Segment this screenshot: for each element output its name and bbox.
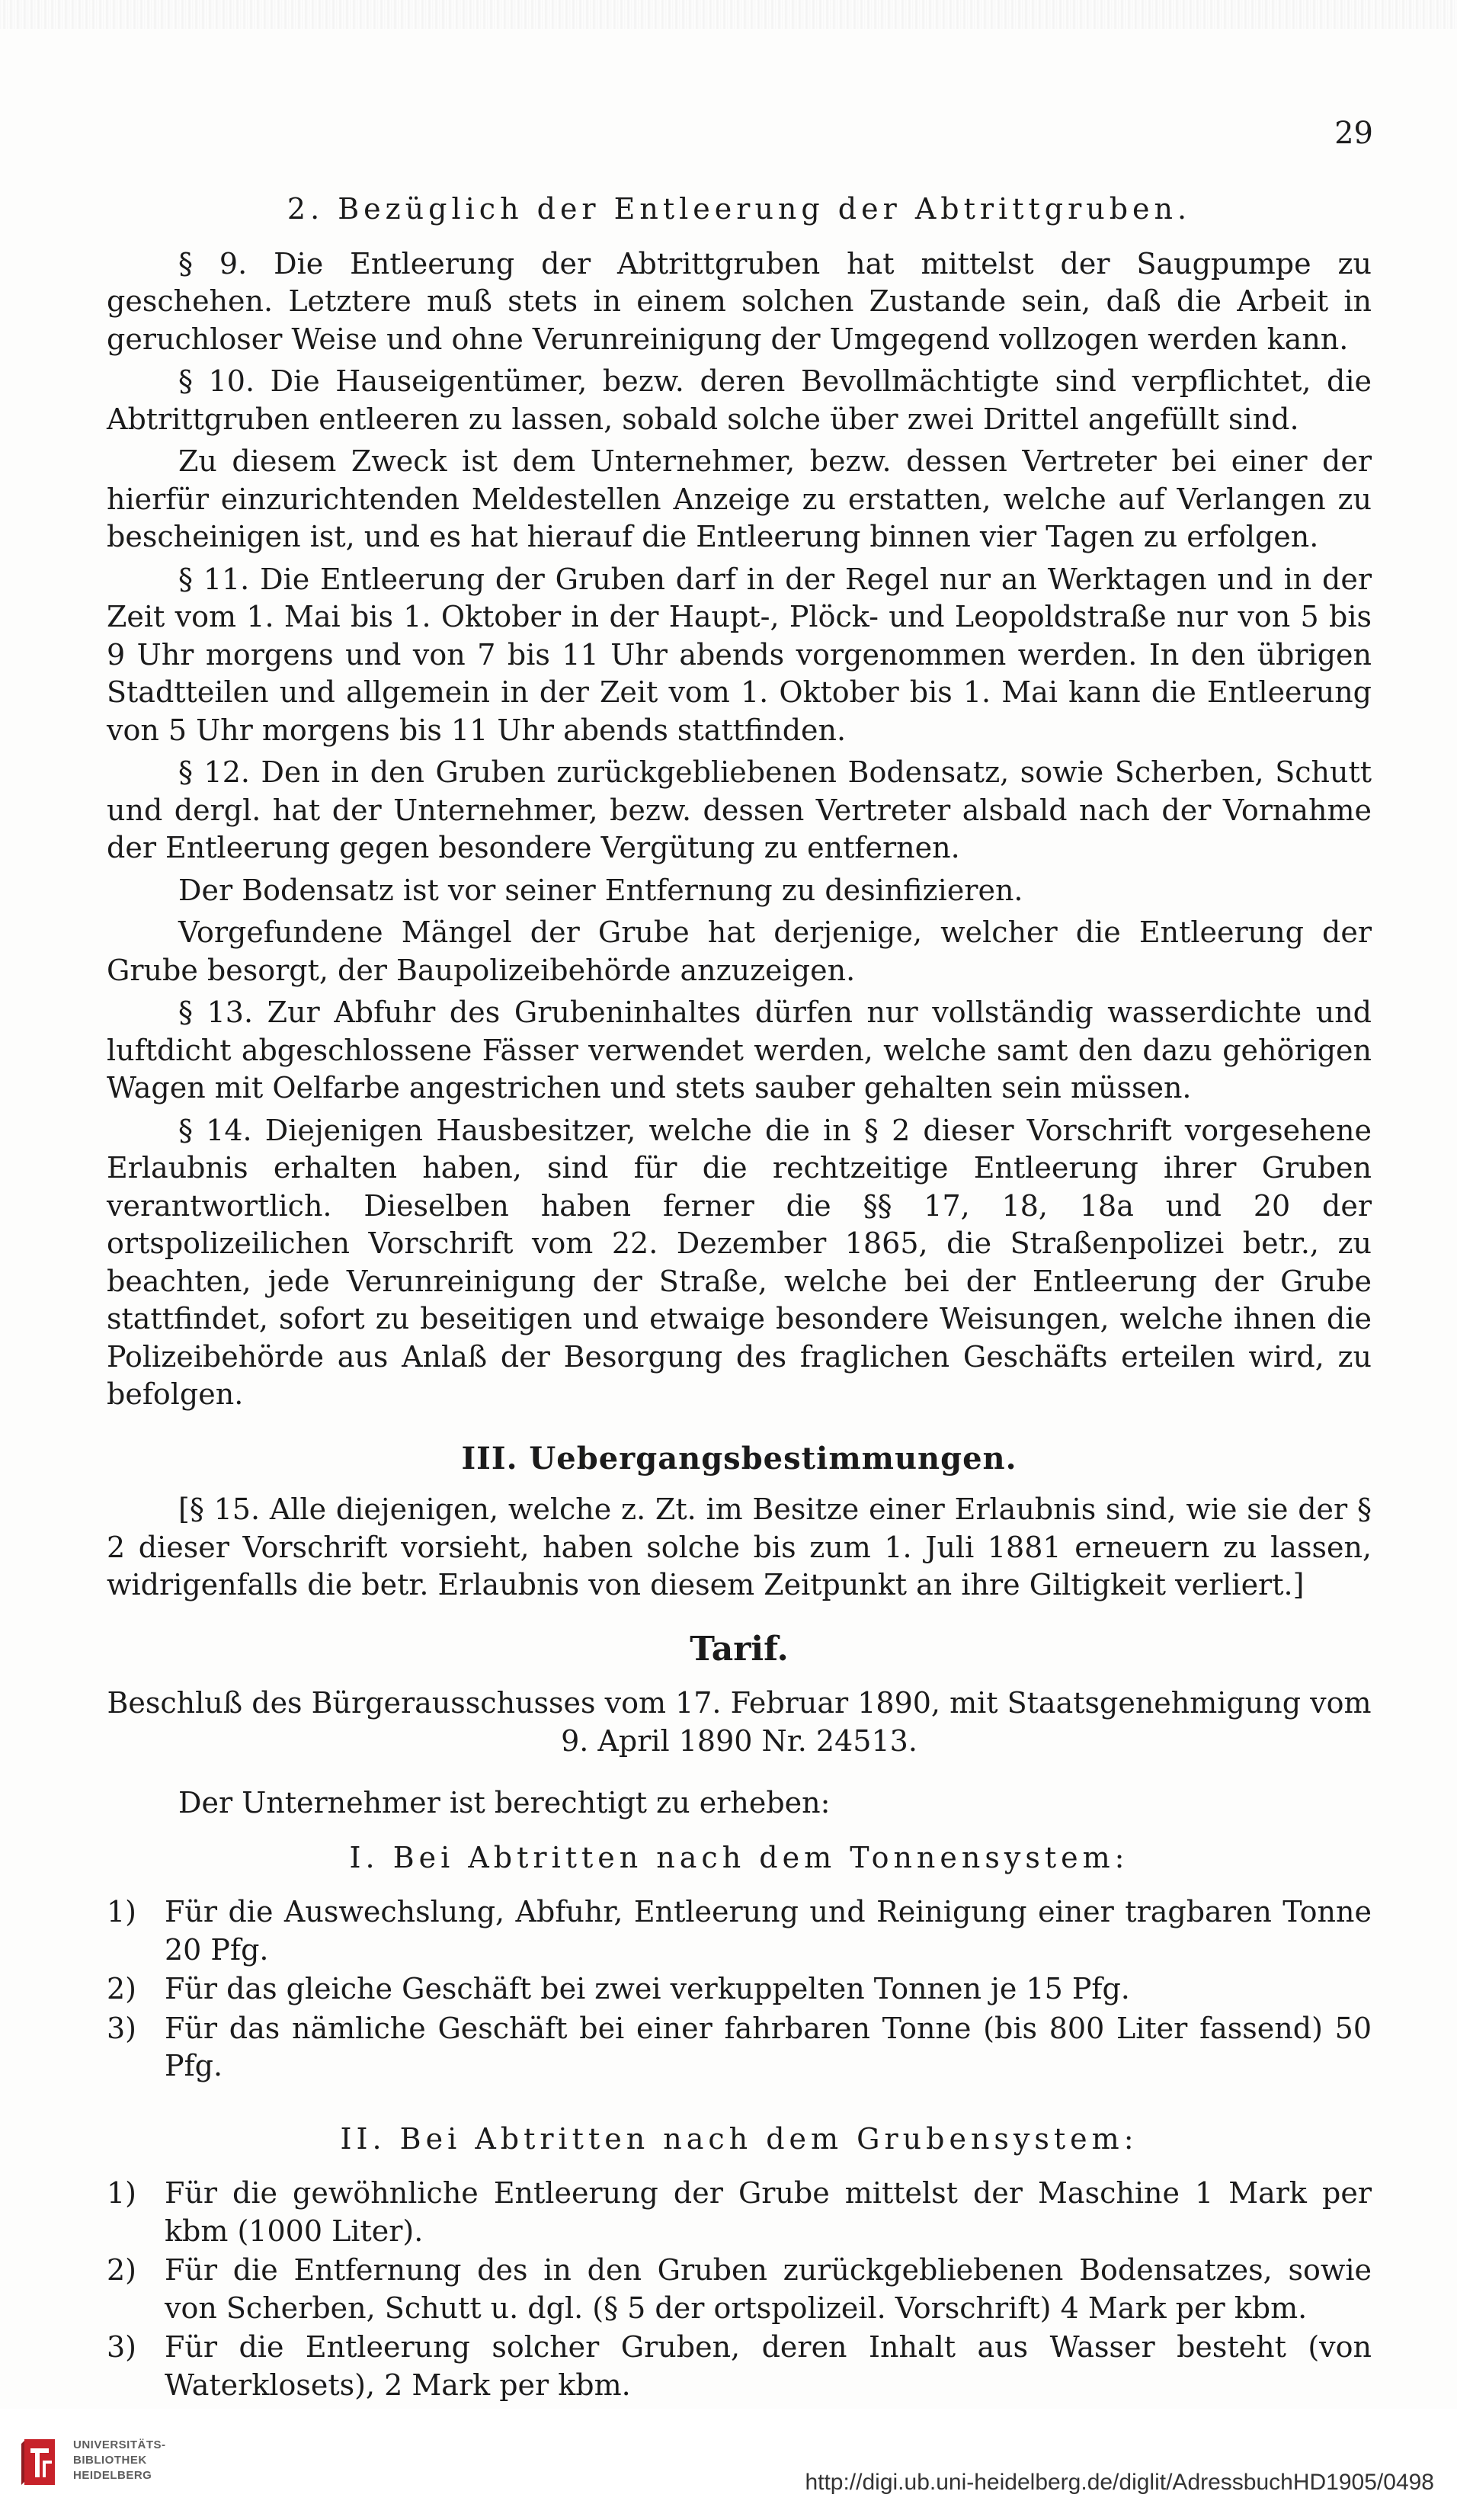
paragraph-s9: § 9. Die Entleerung der Abtrittgruben hat mittelst der Saugpumpe zu geschehen. Letztere muß stets in einem solchen Zustande sein, daß die Arbeit in geruchloser Weise und ohne Verunreinigung der Umgegend vollzogen werden kann. <box>107 246 1372 356</box>
logo-line-2: BIBLIOTHEK <box>73 2454 147 2467</box>
list-text: Für die Entfernung des in den Gruben zurückgebliebenen Bodensatzes, sowie von Scherben, Schutt u. dgl. (§ 5 der ortspolizeil. Vorschrift) 4 Mark per kbm. <box>165 2253 1372 2325</box>
page-number: 29 <box>1334 116 1373 151</box>
list-text: Für das nämliche Geschäft bei einer fahrbaren Tonne (bis 800 Liter fassend) 50 Pfg. <box>165 2011 1372 2082</box>
paragraph-s10-notice: Zu diesem Zweck ist dem Unternehmer, bezw. dessen Vertreter bei einer der hierfür einzurichtenden Meldestellen Anzeige zu erstatten, welche auf Verlangen zu bescheinigen ist, und es hat hierauf die Entleerung binnen vier Tagen zu erfolgen. <box>107 444 1372 553</box>
page-content <box>107 191 1372 2406</box>
list-text: Für die Auswechslung, Abfuhr, Entleerung und Reinigung einer tragbaren Tonne 20 Pfg. <box>165 1895 1372 1967</box>
paragraph-s10: § 10. Die Hauseigentümer, bezw. deren Bevollmächtigte sind verpflichtet, die Abtrittgruben entleeren zu lassen, sobald solche über zwei Drittel angefüllt sind. <box>107 364 1372 436</box>
paragraph-s12-disinfect: Der Bodensatz ist vor seiner Entfernung zu desinfizieren. <box>178 873 1023 907</box>
barrel-system-list <box>107 1893 1372 2086</box>
paragraph-s12-defects: Vorgefundene Mängel der Grube hat derjenige, welcher die Entleerung der Grube besorgt, der Baupolizeibehörde anzuzeigen. <box>107 915 1372 987</box>
digitization-footer <box>0 2409 1457 2520</box>
section-heading: 2. Bezüglich der Entleerung der Abtrittgruben. <box>287 192 1192 226</box>
list-number: 1) <box>107 2176 137 2210</box>
pit-system-list <box>107 2175 1372 2404</box>
paragraph-s13: § 13. Zur Abfuhr des Grubeninhaltes dürfen nur vollständig wasserdichte und luftdicht abgeschlossene Fässer verwendet werden, welche samt den dazu gehörigen Wagen mit Oelfarbe angestrichen und stets sauber gehalten sein müssen. <box>107 995 1372 1105</box>
list-item <box>107 2329 1372 2404</box>
list-text: Für das gleiche Geschäft bei zwei verkuppelten Tonnen je 15 Pfg. <box>165 1972 1130 2005</box>
library-seal-icon <box>17 2435 61 2488</box>
list-text: Für die Entleerung solcher Gruben, deren Inhalt aus Wasser besteht (von Waterklosets), 2 Mark per kbm. <box>165 2330 1372 2402</box>
heading-transitional-provisions: III. Uebergangsbestimmungen. <box>461 1440 1017 1476</box>
list-item <box>107 2010 1372 2086</box>
list-number: 1) <box>107 1895 137 1928</box>
list-item <box>107 2175 1372 2250</box>
tariff-resolution: Beschluß des Bürgerausschusses vom 17. Februar 1890, mit Staatsgenehmigung vom 9. April 1890 Nr. 24513. <box>107 1686 1372 1758</box>
list-text: Für die gewöhnliche Entleerung der Grube mittelst der Maschine 1 Mark per kbm (1000 Liter). <box>165 2176 1372 2248</box>
list-item <box>107 2252 1372 2327</box>
list-number: 2) <box>107 1972 137 2005</box>
source-url[interactable]: http://digi.ub.uni-heidelberg.de/diglit/AdressbuchHD1905/0498 <box>805 2470 1434 2495</box>
tariff-statement: Der Unternehmer ist berechtigt zu erheben: <box>178 1786 831 1819</box>
logo-line-3: HEIDELBERG <box>73 2469 152 2482</box>
paragraph-s14: § 14. Diejenigen Hausbesitzer, welche die in § 2 dieser Vorschrift vorgesehene Erlaubnis erhalten haben, sind für die rechtzeitige Entleerung ihrer Gruben verantwortlich. Dieselben haben ferner die §§ 17, 18, 18a und 20 der ortspolizeilichen Vorschrift vom 22. Dezember 1865, die Straßenpolizei betr., zu beachten, jede Verunreinigung der Straße, welche bei der Entleerung der Grube stattfindet, sofort zu beseitigen und etwaige besondere Weisungen, welche ihnen die Polizeibehörde aus Anlaß der Besorgung des fraglichen Geschäfts erteilen wird, zu befolgen. <box>107 1113 1372 1411</box>
library-logo <box>17 2430 192 2499</box>
logo-line-1: UNIVERSITÄTS- <box>73 2438 166 2451</box>
list-number: 2) <box>107 2253 137 2287</box>
list-item <box>107 1970 1372 2009</box>
subsection-pit-system-heading: II. Bei Abtritten nach dem Grubensystem: <box>340 2121 1138 2156</box>
subsection-barrel-system-heading: I. Bei Abtritten nach dem Tonnensystem: <box>349 1840 1129 1874</box>
list-number: 3) <box>107 2011 137 2045</box>
paragraph-s12: § 12. Den in den Gruben zurückgebliebenen Bodensatz, sowie Scherben, Schutt und dergl. hat der Unternehmer, bezw. dessen Vertreter alsbald nach der Vornahme der Entleerung gegen besondere Vergütung zu entfernen. <box>107 755 1372 864</box>
heading-tariff: Tarif. <box>690 1629 789 1669</box>
scan-edge-noise <box>0 0 1457 29</box>
paragraph-s11: § 11. Die Entleerung der Gruben darf in der Regel nur an Werktagen und in der Zeit vom 1. Mai bis 1. Oktober in der Haupt-, Plöck- und Leopoldstraße nur von 5 bis 9 Uhr morgens und von 7 bis 11 Uhr abends vorgenommen werden. In den übrigen Stadtteilen und allgemein in der Zeit vom 1. Oktober bis 1. Mai kann die Entleerung von 5 Uhr morgens bis 11 Uhr abends stattfinden. <box>107 562 1372 747</box>
library-logo-text <box>73 2438 166 2483</box>
paragraph-s15: [§ 15. Alle diejenigen, welche z. Zt. im Besitze einer Erlaubnis sind, wie sie der § 2 dieser Vorschrift vorsieht, haben solche bis zum 1. Juli 1881 erneuern zu lassen, widrigenfalls die betr. Erlaubnis von diesem Zeitpunkt an ihre Giltigkeit verliert.] <box>107 1492 1372 1601</box>
list-number: 3) <box>107 2330 137 2364</box>
list-item <box>107 1893 1372 1969</box>
